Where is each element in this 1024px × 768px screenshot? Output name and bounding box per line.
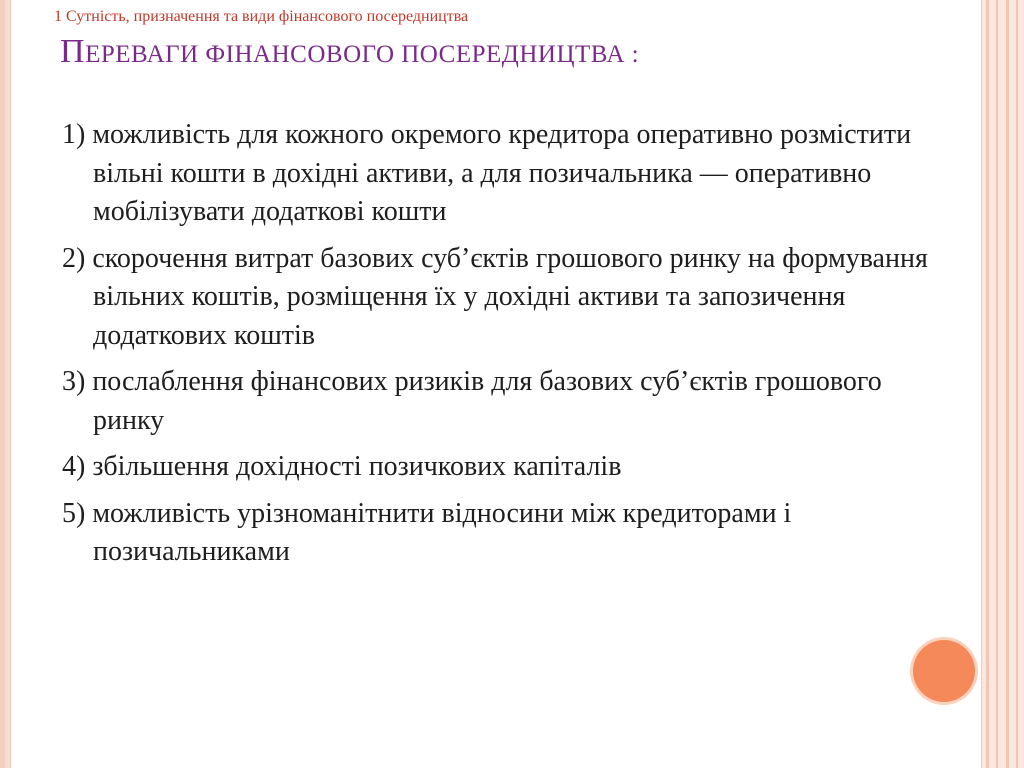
orange-circle-icon	[913, 640, 975, 702]
list-item: 3) послаблення фінансових ризиків для базових суб’єктів грошового ринку	[62, 366, 882, 436]
right-frame-stripe	[986, 0, 989, 768]
slide-title-rest: ЕРЕВАГИ ФІНАНСОВОГО ПОСЕРЕДНИЦТВА :	[85, 41, 640, 68]
right-frame-border	[982, 0, 1024, 768]
header-caption: 1 Сутність, призначення та види фінансового посередництва	[54, 8, 469, 25]
list-item: 1) можливість для кожного окремого кредитора оперативно розмістити вільні кошти в дохідні активи, а для позичальника — оперативно мобілізувати додаткові кошти	[62, 119, 912, 227]
left-frame-stripe	[0, 0, 5, 768]
right-frame-stripe	[996, 0, 998, 768]
list-item: 4) збільшення дохідності позичкових капіталів	[62, 451, 622, 482]
slide-title	[60, 31, 639, 76]
left-frame-border	[0, 0, 11, 768]
slide-title-initial: П	[60, 33, 86, 70]
right-frame-stripe	[1016, 0, 1018, 768]
list-item: 5) можливість урізноманітнити відносини між кредиторами і позичальниками	[62, 497, 792, 567]
advantages-list	[62, 116, 952, 580]
list-item: 2) скорочення витрат базових суб’єктів грошового ринку на формування вільних коштів, розміщення їх у дохідні активи та запозичення додаткових коштів	[62, 242, 928, 351]
right-frame-stripe	[1006, 0, 1009, 768]
content-edge-line	[981, 0, 982, 768]
